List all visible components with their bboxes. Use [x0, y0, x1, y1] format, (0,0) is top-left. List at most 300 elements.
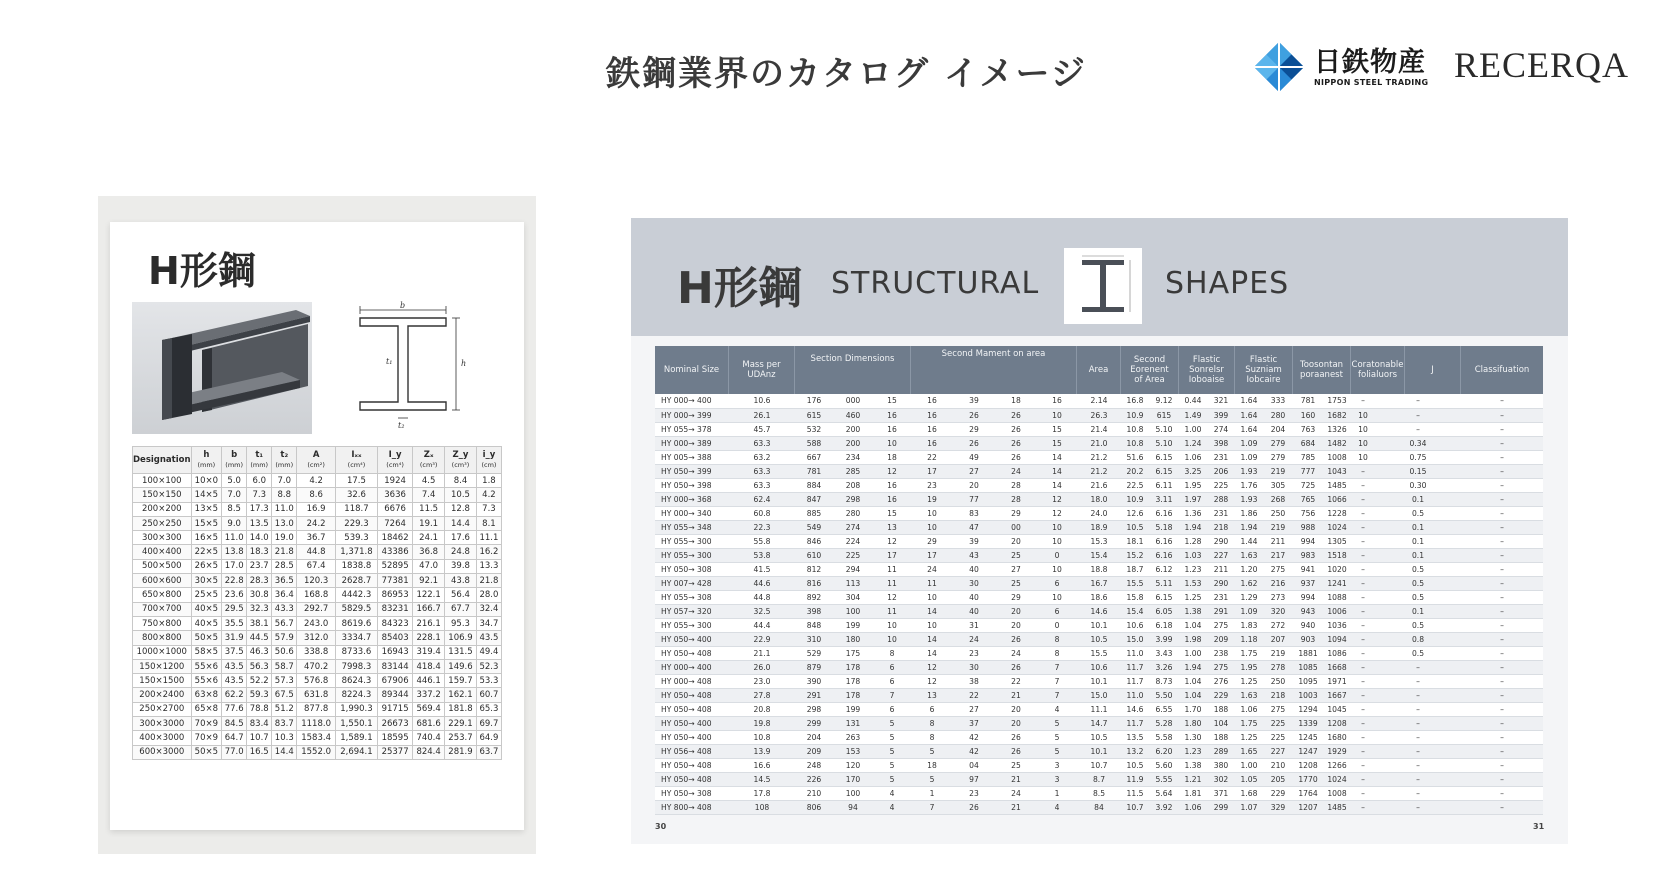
table-cell: 263	[833, 730, 873, 744]
table-cell: –	[1351, 772, 1375, 786]
table-cell: 204	[795, 730, 833, 744]
table-cell: 1668	[1323, 660, 1351, 674]
table-cell: 26	[995, 744, 1037, 758]
table-cell: 231	[1207, 590, 1235, 604]
table-cell: 17	[873, 548, 911, 562]
col-torsion: Toosontan poraanest	[1293, 346, 1351, 394]
table-cell: 166.7	[413, 602, 445, 616]
table-cell: 371	[1207, 786, 1235, 800]
table-cell: 50×5	[191, 745, 222, 759]
table-cell: 292.7	[297, 602, 336, 616]
table-cell: 20	[995, 618, 1037, 632]
table-cell: HY 000→ 389	[655, 436, 729, 450]
table-cell: 1.93	[1235, 492, 1263, 506]
table-cell: 22	[911, 450, 953, 464]
table-cell: 10	[1351, 422, 1375, 436]
table-cell: 11.0	[1121, 688, 1149, 702]
table-cell: –	[1461, 394, 1543, 408]
table-cell: 70×9	[191, 717, 222, 731]
table-cell: 56.4	[445, 588, 477, 602]
table-row	[133, 545, 502, 559]
table-cell: 6.20	[1149, 744, 1179, 758]
table-cell: 23	[953, 646, 995, 660]
table-cell: 2.14	[1077, 394, 1121, 408]
table-cell: –	[1375, 744, 1461, 758]
table-cell: HY 000→ 408	[655, 674, 729, 688]
table-cell: 569.4	[413, 702, 445, 716]
table-cell: 40	[953, 590, 995, 604]
table-cell: 84323	[377, 616, 412, 630]
left-table-header-label: t₁	[255, 450, 264, 460]
table-cell: 1.94	[1179, 660, 1207, 674]
table-cell: 280	[1263, 408, 1293, 422]
table-cell: 1095	[1293, 674, 1323, 688]
table-cell: 25377	[377, 745, 412, 759]
table-cell: 210	[795, 786, 833, 800]
table-cell: 4.5	[413, 474, 445, 488]
table-cell: 26	[995, 436, 1037, 450]
table-cell: 11	[911, 576, 953, 590]
col-j: J	[1405, 346, 1461, 394]
table-cell: 4.2	[297, 474, 336, 488]
table-row	[133, 702, 502, 716]
table-cell: 17.6	[445, 531, 477, 545]
table-cell: 1006	[1323, 604, 1351, 618]
table-cell: 763	[1293, 422, 1323, 436]
table-cell: 62.2	[222, 688, 247, 702]
table-cell: 23	[953, 786, 995, 800]
table-cell: 10.5	[1121, 758, 1149, 772]
table-cell: 3	[1037, 758, 1077, 772]
table-row	[655, 478, 1543, 492]
table-cell: 446.1	[413, 674, 445, 688]
table-cell: 219	[1263, 520, 1293, 534]
table-cell: 0.5	[1375, 562, 1461, 576]
table-cell: 1008	[1323, 786, 1351, 800]
table-cell: 248	[795, 758, 833, 772]
table-cell: 44.5	[247, 631, 272, 645]
table-cell: 12	[873, 534, 911, 548]
table-cell: 77	[953, 492, 995, 506]
table-cell: 210	[1263, 758, 1293, 772]
table-cell: –	[1461, 716, 1543, 730]
table-cell: 12	[911, 674, 953, 688]
left-spec-table	[132, 446, 502, 760]
table-cell: 885	[795, 506, 833, 520]
table-cell: 83.4	[247, 717, 272, 731]
table-cell: 610	[795, 548, 833, 562]
table-cell: –	[1351, 520, 1375, 534]
table-cell: 70×9	[191, 731, 222, 745]
h-beam-section-icon	[1064, 248, 1142, 324]
table-cell: 6.15	[1149, 590, 1179, 604]
table-cell: 8.5	[1077, 786, 1121, 800]
table-cell: 24	[995, 646, 1037, 660]
table-cell: 5.28	[1149, 716, 1179, 730]
table-cell: 0	[1037, 548, 1077, 562]
table-cell: 3.26	[1149, 660, 1179, 674]
table-cell: 756	[1293, 506, 1323, 520]
table-cell: 10	[911, 590, 953, 604]
table-cell: 1086	[1323, 646, 1351, 660]
table-cell: 188	[1207, 702, 1235, 716]
table-cell: 6676	[377, 502, 412, 516]
table-cell: –	[1351, 464, 1375, 478]
table-cell: 67.5	[272, 688, 297, 702]
table-cell: 17.5	[335, 474, 377, 488]
table-cell: 29	[995, 590, 1037, 604]
table-row	[655, 604, 1543, 618]
col-nominal-size: Nominal Size	[655, 346, 729, 394]
table-cell: 229	[1207, 688, 1235, 702]
table-cell: 777	[1293, 464, 1323, 478]
table-cell: –	[1351, 646, 1375, 660]
table-cell: 225	[1263, 716, 1293, 730]
left-table-header-unit: (cm⁴)	[347, 461, 366, 469]
table-cell: –	[1375, 772, 1461, 786]
table-cell: 6	[873, 702, 911, 716]
table-cell: 24	[953, 632, 995, 646]
table-cell: 983	[1293, 548, 1323, 562]
table-cell: 21.4	[1077, 422, 1121, 436]
table-cell: 13	[873, 520, 911, 534]
table-row	[133, 717, 502, 731]
table-cell: 940	[1293, 618, 1323, 632]
table-cell: 1.65	[1235, 744, 1263, 758]
table-cell: 250	[1263, 674, 1293, 688]
table-cell: 7	[911, 800, 953, 814]
table-cell: –	[1461, 548, 1543, 562]
table-row	[133, 616, 502, 630]
table-cell: 41.5	[729, 562, 795, 576]
table-row	[655, 492, 1543, 506]
table-cell: 12	[873, 590, 911, 604]
table-cell: 1305	[1323, 534, 1351, 548]
table-cell: 10	[873, 632, 911, 646]
table-cell: 26	[995, 422, 1037, 436]
left-table-header-cell	[445, 447, 477, 474]
table-cell: 380	[1207, 758, 1235, 772]
left-table-header-cell	[377, 447, 412, 474]
table-cell: 288	[1207, 492, 1235, 506]
table-cell: 23.0	[729, 674, 795, 688]
table-cell: 29	[911, 534, 953, 548]
table-cell: 319.4	[413, 645, 445, 659]
table-cell: –	[1375, 674, 1461, 688]
table-cell: 1971	[1323, 674, 1351, 688]
table-row	[133, 502, 502, 516]
table-cell: 320	[1263, 604, 1293, 618]
table-cell: 1.98	[1179, 632, 1207, 646]
left-table-header-unit: (mm)	[275, 461, 294, 469]
table-cell: –	[1375, 408, 1461, 422]
table-cell: 18.9	[1077, 520, 1121, 534]
table-cell: 18595	[377, 731, 412, 745]
table-row	[133, 731, 502, 745]
table-cell: HY 050→ 308	[655, 562, 729, 576]
table-cell: 298	[795, 702, 833, 716]
table-cell: 781	[795, 464, 833, 478]
table-cell: 1.06	[1235, 702, 1263, 716]
table-cell: 1.70	[1179, 702, 1207, 716]
table-cell: 44.8	[297, 545, 336, 559]
table-cell: 10×0	[191, 474, 222, 488]
table-cell: 26	[995, 450, 1037, 464]
table-cell: 29.5	[222, 602, 247, 616]
table-cell: 86953	[377, 588, 412, 602]
table-cell: 1241	[1323, 576, 1351, 590]
table-cell: 400×3000	[133, 731, 192, 745]
left-table-header-cell	[222, 447, 247, 474]
table-cell: 5.10	[1149, 436, 1179, 450]
table-cell: 20	[995, 534, 1037, 548]
table-cell: 27	[953, 702, 995, 716]
table-row	[655, 450, 1543, 464]
table-cell: 253.7	[445, 731, 477, 745]
table-cell: 20	[995, 604, 1037, 618]
table-cell: 5	[1037, 744, 1077, 758]
table-cell: 52895	[377, 559, 412, 573]
table-row	[655, 646, 1543, 660]
table-cell: 22.9	[729, 632, 795, 646]
table-cell: 290	[1207, 576, 1235, 590]
table-cell: 131.5	[445, 645, 477, 659]
table-cell: 5.50	[1149, 688, 1179, 702]
table-cell: 5	[1037, 730, 1077, 744]
table-cell: 1583.4	[297, 731, 336, 745]
table-cell: 17.3	[247, 502, 272, 516]
table-cell: 0.8	[1375, 632, 1461, 646]
table-cell: 4	[1037, 800, 1077, 814]
table-row	[655, 562, 1543, 576]
table-cell: 40	[953, 604, 995, 618]
table-cell: 6.12	[1149, 562, 1179, 576]
col-constable: Coratonable folialuors	[1351, 346, 1405, 394]
table-cell: 44.4	[729, 618, 795, 632]
table-cell: 27	[953, 464, 995, 478]
table-cell: –	[1351, 758, 1375, 772]
table-cell: 1.38	[1179, 604, 1207, 618]
right-table-body	[655, 394, 1543, 815]
table-cell: 18	[873, 450, 911, 464]
table-cell: 15.4	[1121, 604, 1149, 618]
table-row	[133, 674, 502, 688]
table-cell: –	[1461, 590, 1543, 604]
table-cell: 67906	[377, 674, 412, 688]
diagram-label-b: b	[400, 301, 406, 310]
table-cell: 1.09	[1235, 604, 1263, 618]
table-cell: –	[1461, 772, 1543, 786]
table-cell: –	[1351, 632, 1375, 646]
table-cell: 21.8	[476, 574, 501, 588]
table-cell: 1024	[1323, 772, 1351, 786]
table-cell: 10.5	[1077, 632, 1121, 646]
table-cell: 30	[953, 660, 995, 674]
table-cell: –	[1375, 800, 1461, 814]
table-cell: 0.1	[1375, 520, 1461, 534]
table-cell: 5.11	[1149, 576, 1179, 590]
table-cell: 1.36	[1179, 506, 1207, 520]
table-cell: –	[1375, 702, 1461, 716]
table-cell: 5829.5	[335, 602, 377, 616]
table-cell: 170	[833, 772, 873, 786]
table-cell: 209	[795, 744, 833, 758]
table-cell: 806	[795, 800, 833, 814]
table-cell: 51.6	[1121, 450, 1149, 464]
table-cell: 11.0	[1121, 646, 1149, 660]
table-cell: 178	[833, 674, 873, 688]
table-cell: 122.1	[413, 588, 445, 602]
table-cell: –	[1351, 394, 1375, 408]
table-cell: 15.5	[1121, 576, 1149, 590]
table-cell: 274	[833, 520, 873, 534]
table-row	[655, 590, 1543, 604]
nippon-steel-logo	[1252, 40, 1428, 94]
table-cell: 273	[1263, 590, 1293, 604]
right-catalog-title-jp: H形鋼	[677, 263, 802, 314]
table-cell: 25	[995, 548, 1037, 562]
table-cell: 1.53	[1179, 576, 1207, 590]
table-cell: 39	[953, 394, 995, 408]
table-cell: 26	[995, 660, 1037, 674]
table-cell: 7.3	[247, 488, 272, 502]
table-cell: 131	[833, 716, 873, 730]
table-cell: 10	[873, 436, 911, 450]
table-cell: 15×5	[191, 516, 222, 530]
table-cell: 11	[873, 562, 911, 576]
table-cell: 16943	[377, 645, 412, 659]
table-cell: 83144	[377, 659, 412, 673]
table-cell: 15	[1037, 436, 1077, 450]
table-cell: 100	[833, 786, 873, 800]
table-cell: 20	[953, 478, 995, 492]
table-cell: 1482	[1323, 436, 1351, 450]
table-cell: 69.7	[476, 717, 501, 731]
table-cell: 631.8	[297, 688, 336, 702]
table-cell: –	[1461, 478, 1543, 492]
table-cell: 1.29	[1235, 590, 1263, 604]
table-cell: 44.6	[729, 576, 795, 590]
table-cell: 1.07	[1235, 800, 1263, 814]
table-cell: 1.75	[1235, 716, 1263, 730]
table-cell: 0	[1037, 618, 1077, 632]
table-cell: HY 055→ 300	[655, 548, 729, 562]
table-cell: 18	[911, 758, 953, 772]
table-row	[133, 474, 502, 488]
table-cell: 24.1	[413, 531, 445, 545]
table-cell: 18.7	[1121, 562, 1149, 576]
table-cell: 16.6	[729, 758, 795, 772]
table-cell: 16×5	[191, 531, 222, 545]
diagram-label-t2: t₂	[398, 421, 405, 430]
table-cell: 150×1500	[133, 674, 192, 688]
table-cell: 994	[1293, 590, 1323, 604]
table-cell: 4442.3	[335, 588, 377, 602]
table-row	[655, 632, 1543, 646]
table-cell: –	[1461, 436, 1543, 450]
table-cell: 168.8	[297, 588, 336, 602]
table-cell: 113	[833, 576, 873, 590]
table-cell: 0.1	[1375, 548, 1461, 562]
left-table-header-unit: (mm)	[250, 461, 269, 469]
table-cell: 0.15	[1375, 464, 1461, 478]
col-area: Area	[1077, 346, 1121, 394]
table-cell: 1003	[1293, 688, 1323, 702]
table-cell: 14.4	[272, 745, 297, 759]
table-cell: 10.5	[445, 488, 477, 502]
table-cell: 12	[911, 660, 953, 674]
table-cell: 285	[833, 464, 873, 478]
table-cell: 225	[833, 548, 873, 562]
left-table-header-label: t₂	[280, 450, 289, 460]
table-cell: 22	[953, 688, 995, 702]
table-cell: 725	[1293, 478, 1323, 492]
table-cell: 45.7	[729, 422, 795, 436]
table-cell: 1.09	[1235, 450, 1263, 464]
table-cell: –	[1375, 716, 1461, 730]
table-cell: 816	[795, 576, 833, 590]
table-cell: 12.6	[1121, 506, 1149, 520]
table-cell: 11.7	[1121, 660, 1149, 674]
table-cell: 1.94	[1235, 520, 1263, 534]
table-cell: 16	[911, 422, 953, 436]
table-cell: 18.1	[1121, 534, 1149, 548]
table-row	[655, 394, 1543, 408]
table-cell: 21.2	[1077, 464, 1121, 478]
table-cell: 17.0	[222, 559, 247, 573]
table-cell: 4	[873, 786, 911, 800]
table-cell: 10	[911, 520, 953, 534]
table-cell: 1326	[1323, 422, 1351, 436]
table-cell: 1.95	[1179, 478, 1207, 492]
table-cell: 304	[833, 590, 873, 604]
table-cell: 67.4	[297, 559, 336, 573]
table-cell: 1.83	[1235, 618, 1263, 632]
table-cell: 5	[873, 772, 911, 786]
table-cell: 10.7	[1077, 758, 1121, 772]
table-cell: 56.3	[247, 659, 272, 673]
table-cell: 1045	[1323, 702, 1351, 716]
table-cell: 0.44	[1179, 394, 1207, 408]
table-cell: 994	[1293, 534, 1323, 548]
table-cell: 500×500	[133, 559, 192, 573]
table-cell: 53.8	[729, 548, 795, 562]
table-cell: 8.7	[1077, 772, 1121, 786]
table-cell: 91715	[377, 702, 412, 716]
table-cell: 207	[1263, 632, 1293, 646]
table-cell: 10.8	[1121, 436, 1149, 450]
table-cell: 31	[953, 618, 995, 632]
table-cell: 44.8	[729, 590, 795, 604]
table-cell: 60.8	[729, 506, 795, 520]
table-cell: 160	[1293, 408, 1323, 422]
table-cell: –	[1375, 758, 1461, 772]
table-cell: 7	[873, 688, 911, 702]
table-row	[655, 800, 1543, 814]
table-cell: 83.7	[272, 717, 297, 731]
table-cell: HY 057→ 320	[655, 604, 729, 618]
table-cell: –	[1375, 688, 1461, 702]
page-number-left: 30	[655, 822, 667, 831]
diagram-label-h: h	[461, 359, 467, 368]
table-cell: 1.21	[1179, 772, 1207, 786]
table-cell: 5.0	[222, 474, 247, 488]
left-table-header-cell	[272, 447, 297, 474]
table-cell: 15	[1037, 422, 1077, 436]
table-cell: 18	[995, 394, 1037, 408]
table-cell: 5	[911, 744, 953, 758]
brand-name: 日鉄物産	[1314, 46, 1426, 78]
